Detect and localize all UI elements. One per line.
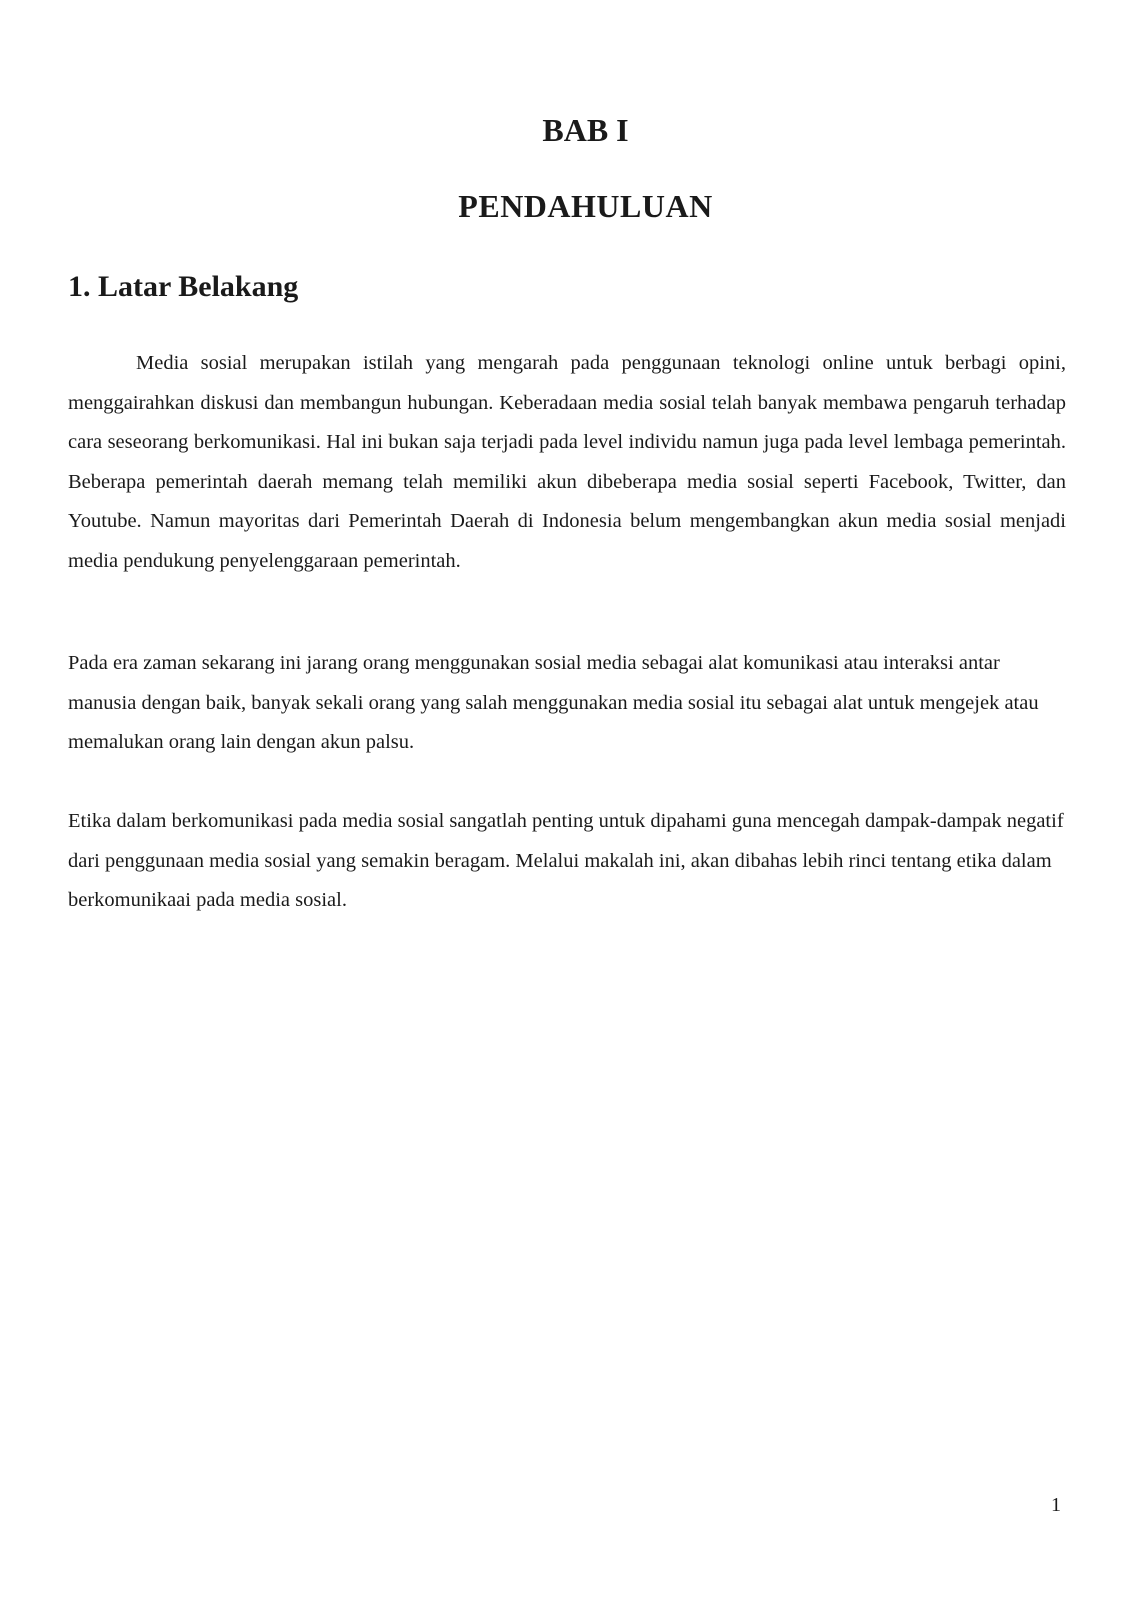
paragraph-era: Pada era zaman sekarang ini jarang orang menggunakan sosial media sebagai alat komunikasi atau interaksi antar manusia dengan baik, banyak sekali orang yang salah menggunakan media sosial itu sebagai alat untuk mengejek atau memalukan orang lain dengan akun palsu. bbox=[68, 652, 1039, 753]
chapter-number: BAB I bbox=[542, 112, 629, 148]
page-number: 1 bbox=[1051, 1494, 1061, 1516]
paragraph-intro: Media sosial merupakan istilah yang mengarah pada penggunaan teknologi online untuk berbagi opini, menggairahkan diskusi dan membangun hubungan. Keberadaan media sosial telah banyak membawa pengaruh terhadap cara seseorang berkomunikasi. Hal ini bukan saja terjadi pada level individu namun juga pada level lembaga pemerintah. Beberapa pemerintah daerah memang telah memiliki akun dibeberapa media sosial seperti Facebook, Twitter, dan Youtube. Namun mayoritas dari Pemerintah Daerah di Indonesia belum mengembangkan akun media sosial menjadi media pendukung penyelenggaraan pemerintah. bbox=[68, 352, 1066, 572]
paragraph-ethics: Etika dalam berkomunikasi pada media sosial sangatlah penting untuk dipahami guna mencegah dampak-dampak negatif dari penggunaan media sosial yang semakin beragam. Melalui makalah ini, akan dibahas lebih rinci tentang etika dalam berkomunikaai pada media sosial. bbox=[68, 810, 1064, 911]
chapter-title: PENDAHULUAN bbox=[458, 188, 713, 224]
section-heading: 1. Latar Belakang bbox=[68, 270, 299, 303]
